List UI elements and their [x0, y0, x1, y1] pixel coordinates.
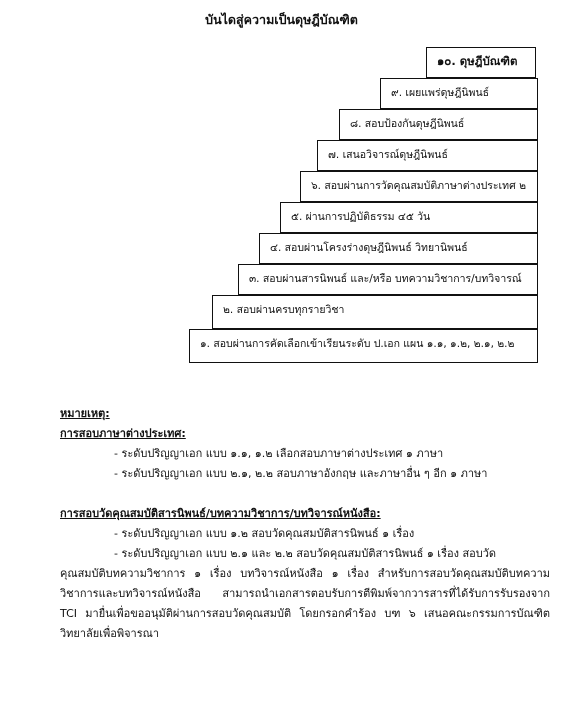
notes-section: [60, 404, 550, 644]
step-10: ๑๐. ดุษฎีบัณฑิต: [426, 47, 536, 78]
step-8: ๘. สอบป้องกันดุษฎีนิพนธ์: [339, 109, 538, 140]
language-item-2: - ระดับปริญญาเอก แบบ ๒.๑, ๒.๒ สอบภาษาอังกฤษ และภาษาอื่น ๆ อีก ๑ ภาษา: [114, 467, 488, 480]
qualification-item-1: - ระดับปริญญาเอก แบบ ๑.๒ สอบวัดคุณสมบัติสารนิพนธ์ ๑ เรื่อง: [114, 527, 415, 540]
step-5: ๕. ผ่านการปฏิบัติธรรม ๔๕ วัน: [280, 202, 538, 233]
language-exam-heading: การสอบภาษาต่างประเทศ:: [60, 427, 186, 440]
qualification-paragraph: คุณสมบัติบทความวิชาการ ๑ เรื่อง บทวิจารณ์หนังสือ ๑ เรื่อง สำหรับการสอบวัดคุณสมบัติบทความวิชาการและบทวิจารณ์หนังสือ สามารถนำเอกสารตอบรับการตีพิมพ์จากวารสารที่ได้รับการรับรองจาก TCI มายื่นเพื่อขออนุมัติผ่านการสอบวัดคุณสมบัติ โดยกรอกคำร้อง บฑ ๖ เสนอคณะกรรมการบัณฑิตวิทยาลัยเพื่อพิจารณา: [60, 567, 550, 640]
step-9: ๙. เผยแพร่ดุษฎีนิพนธ์: [380, 78, 538, 109]
step-1: ๑. สอบผ่านการคัดเลือกเข้าเรียนระดับ ป.เอก แผน ๑.๑, ๑.๒, ๒.๑, ๒.๒: [189, 329, 538, 363]
notes-heading: หมายเหตุ:: [60, 407, 110, 420]
qualification-item-2: - ระดับปริญญาเอก แบบ ๒.๑ และ ๒.๒ สอบวัดคุณสมบัติสารนิพนธ์ ๑ เรื่อง สอบวัด: [114, 547, 497, 560]
step-2: ๒. สอบผ่านครบทุกรายวิชา: [212, 295, 538, 329]
step-6: ๖. สอบผ่านการวัดคุณสมบัติภาษาต่างประเทศ ๒: [300, 171, 538, 202]
qualification-exam-heading: การสอบวัดคุณสมบัติสารนิพนธ์/บทความวิชาการ/บทวิจารณ์หนังสือ:: [60, 507, 381, 520]
step-3: ๓. สอบผ่านสารนิพนธ์ และ/หรือ บทความวิชาการ/บทวิจารณ์: [238, 264, 538, 295]
step-4: ๔. สอบผ่านโครงร่างดุษฎีนิพนธ์ วิทยานิพนธ์: [259, 233, 538, 264]
page-title: บันไดสู่ความเป็นดุษฎีบัณฑิต: [205, 12, 358, 27]
step-7: ๗. เสนอวิจารณ์ดุษฎีนิพนธ์: [317, 140, 538, 171]
language-item-1: - ระดับปริญญาเอก แบบ ๑.๑, ๑.๒ เลือกสอบภาษาต่างประเทศ ๑ ภาษา: [114, 447, 444, 460]
